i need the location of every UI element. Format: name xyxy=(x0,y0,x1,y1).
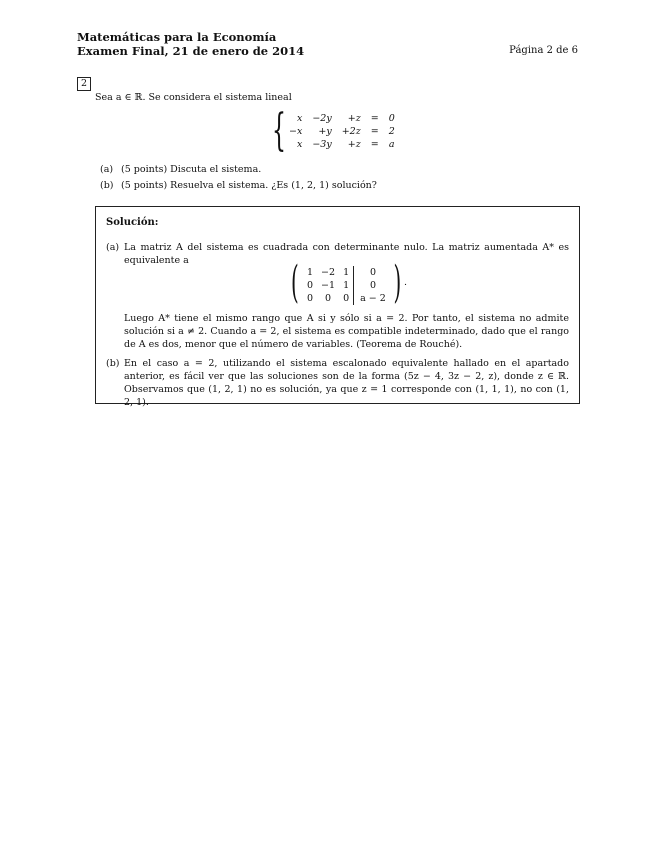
matrix-cell: 0 xyxy=(325,293,332,304)
solution-part-b xyxy=(106,357,569,409)
system-cell: 0 xyxy=(388,113,395,124)
part-text: (5 points) Resuelva el sistema. ¿Es (1, 2, 1) solución? xyxy=(121,180,377,191)
matrix-cell: 0 xyxy=(354,279,390,292)
matrix-cell: 1 xyxy=(343,267,350,278)
augmented-matrix xyxy=(291,257,401,308)
system-cell: 2 xyxy=(388,126,395,137)
system-cell: = xyxy=(370,139,379,150)
matrix-cell: 1 xyxy=(343,280,350,291)
solution-a-text: La matriz A del sistema es cuadrada con determinante nulo. La matriz aumentada A* es equivalente a xyxy=(124,242,569,266)
matrix-row xyxy=(303,266,390,279)
system-cell: +y xyxy=(318,126,332,137)
system-cell: = xyxy=(370,113,379,124)
matrix-cell: 1 xyxy=(307,267,314,278)
system-brace: { xyxy=(272,105,286,156)
solution-box xyxy=(95,206,580,408)
page-number: Página 2 de 6 xyxy=(509,45,578,56)
matrix-cell: 0 xyxy=(307,293,314,304)
solution-b-text: En el caso a = 2, utilizando el sistema escalonado equivalente hallado en el apartado anterior, es fácil ver que las soluciones son de la forma (5z − 4, 3z − 2, z), donde z ∈ ℝ. Observamos que (1, 2, 1) no es solución, ya que z = 1 corresponde con (1, 1, 1), no con (1, 2, 1). xyxy=(124,358,569,408)
matrix-row xyxy=(303,292,390,305)
matrix-table xyxy=(303,266,390,305)
part-text: (5 points) Discuta el sistema. xyxy=(121,164,262,175)
system-cell: −3y xyxy=(312,139,332,150)
system-row xyxy=(284,125,400,138)
system-cell: x xyxy=(296,139,303,150)
matrix-cell: a − 2 xyxy=(354,292,390,305)
system-cell: −2y xyxy=(312,113,332,124)
part-a xyxy=(100,162,377,178)
system-table xyxy=(284,112,400,151)
solution-title: Solución: xyxy=(106,217,159,228)
matrix-cell: −1 xyxy=(321,280,336,291)
system-cell: a xyxy=(388,139,395,150)
matrix-right-paren: ) xyxy=(393,257,401,308)
matrix-period: . xyxy=(404,277,408,288)
part-label: (a) xyxy=(100,164,114,175)
matrix-row xyxy=(303,279,390,292)
exam-title: Examen Final, 21 de enero de 2014 xyxy=(77,44,305,58)
question-parts xyxy=(100,162,377,194)
system-row xyxy=(284,138,400,151)
solution-a-conclusion: Luego A* tiene el mismo rango que A si y sólo si a = 2. Por tanto, el sistema no admite solución si a ≠ 2. Cuando a = 2, el sistema es compatible indeterminado, dado que el rango de A es dos, menor que el número de variables. (Teorema de Rouché). xyxy=(124,313,569,350)
system-cell: x xyxy=(296,113,303,124)
course-title: Matemáticas para la Economía xyxy=(77,30,277,44)
matrix-cell: 0 xyxy=(354,266,390,279)
system-row xyxy=(284,112,400,125)
system-cell: +2z xyxy=(341,126,361,137)
matrix-cell: 0 xyxy=(307,280,314,291)
part-label: (b) xyxy=(100,180,114,191)
exam-header xyxy=(77,30,304,58)
system-cell: +z xyxy=(347,139,361,150)
system-cell: +z xyxy=(347,113,361,124)
part-b xyxy=(100,178,377,194)
system-cell: = xyxy=(370,126,379,137)
solution-a-label: (a) xyxy=(106,242,120,253)
matrix-left-paren: ( xyxy=(291,257,299,308)
system-cell: −x xyxy=(289,126,303,137)
matrix-cell: 0 xyxy=(343,293,350,304)
matrix-cell: −2 xyxy=(321,267,336,278)
solution-part-a xyxy=(106,241,569,267)
question-number: 2 xyxy=(77,77,91,91)
solution-b-label: (b) xyxy=(106,358,120,369)
question-intro: Sea a ∈ ℝ. Se considera el sistema lineal xyxy=(95,92,292,103)
